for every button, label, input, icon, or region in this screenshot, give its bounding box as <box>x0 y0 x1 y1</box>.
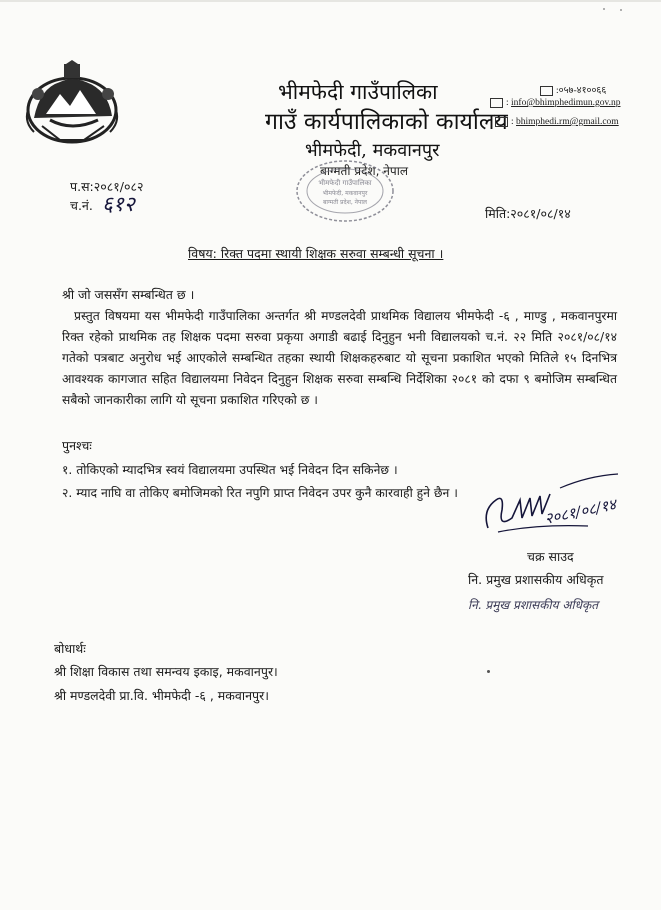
reference-ps: प.स:२०८१/०८२ <box>70 179 144 194</box>
email-line-2: : bhimphedi.rm@gmail.com <box>495 117 619 127</box>
email-icon <box>490 98 503 108</box>
letter-subject: विषय: रिक्त पदमा स्थायी शिक्षक सरुवा सम्बन्धी सूचना । <box>188 246 444 261</box>
letter-body: प्रस्तुत विषयमा यस भीमफेदी गाउँपालिका अन्तर्गत श्री मण्डलदेवी प्राथमिक विद्यालय भीमफेदी -६ , माण्डु , मकवानपुरमा रिक्त रहेको प्राथमिक तह शिक्षक पदमा सरुवा प्रकृया अगाडी बढाई दिनुहुन भनी विद्यालयको च.नं. २२ मिति २०८१/०८/१४ गतेको पत्रबाट अनुरोध भई आएकोले सम्बन्धित तहका स्थायी शिक्षकहरुबाट यो सूचना प्रकाशित भएको मितिले १५ दिनभित्र आवश्यक कागजात सहित विद्यालयमा निवेदन दिनुहुन शिक्षक सरुवा सम्बन्धि निर्देशिका २०८१ को दफा ९ बमोजिम सम्बन्धित सबैको जानकारीका लागि यो सूचना प्रकाशित गरिएको छ । <box>62 309 617 407</box>
cc-item: श्री शिक्षा विकास तथा समन्वय इकाइ, मकवानपुर। <box>54 664 278 679</box>
scan-edge <box>0 0 661 2</box>
email-2[interactable]: bhimphedi.rm@gmail.com <box>516 117 619 128</box>
office-stamp <box>290 155 400 225</box>
email-1[interactable]: info@bhimphedimun.gov.np <box>511 98 621 109</box>
letter-date: मिति:२०८१/०८/१४ <box>485 206 571 221</box>
scan-speck <box>487 670 490 673</box>
phone-number: ०५७-४१००६६ <box>558 86 607 96</box>
province: बाग्मती प्रदेश, नेपाल <box>320 164 408 178</box>
reference-cn-handwritten: ६१२ <box>102 192 135 216</box>
cc-label: बोधार्थः <box>54 641 86 656</box>
scan-speck <box>620 9 622 11</box>
signature-date: २०८१/०८/१४ <box>543 495 618 528</box>
addressee: श्री जो जससँग सम्बन्धित छ । <box>62 287 195 302</box>
phone-line: :०५७-४१००६६ <box>540 83 606 96</box>
postscript-item: २. म्याद नाघि वा तोकिए बमोजिमको रित नपुगि प्राप्त निवेदन उपर कुनै कारवाही हुने छैन । <box>62 486 458 500</box>
email-icon <box>495 117 508 127</box>
org-name: भीमफेदी गाउँपालिका <box>278 80 438 104</box>
office-name: गाउँ कार्यपालिकाको कार्यालय <box>265 109 508 135</box>
signatory-title-stamp: नि. प्रमुख प्रशासकीय अधिकृत <box>468 598 599 612</box>
svg-text:भीमफेदी गाउँपालिका: भीमफेदी गाउँपालिका <box>318 179 372 187</box>
handwritten-signature <box>468 470 633 550</box>
phone-icon <box>540 86 553 96</box>
email-line-1: : info@bhimphedimun.gov.np <box>490 98 620 108</box>
office-location: भीमफेदी, मकवानपुर <box>305 140 440 161</box>
svg-text:भीमफेदी, मकवानपुर: भीमफेदी, मकवानपुर <box>322 190 368 197</box>
scan-speck <box>603 8 605 10</box>
signatory-title: नि. प्रमुख प्रशासकीय अधिकृत <box>468 572 604 587</box>
reference-cn-label: च.नं. <box>70 198 93 213</box>
nepal-emblem-icon <box>20 60 125 148</box>
postscript-label: पुनश्चः <box>62 438 92 453</box>
svg-text:बाग्मती प्रदेश, नेपाल: बाग्मती प्रदेश, नेपाल <box>323 199 367 206</box>
signatory-name: चक्र साउद <box>527 549 574 564</box>
cc-item: श्री मण्डलदेवी प्रा.वि. भीमफेदी -६ , मकवानपुर। <box>54 688 269 703</box>
postscript-item: १. तोकिएको म्यादभित्र स्वयं विद्यालयमा उपस्थित भई निवेदन दिन सकिनेछ । <box>62 463 398 477</box>
